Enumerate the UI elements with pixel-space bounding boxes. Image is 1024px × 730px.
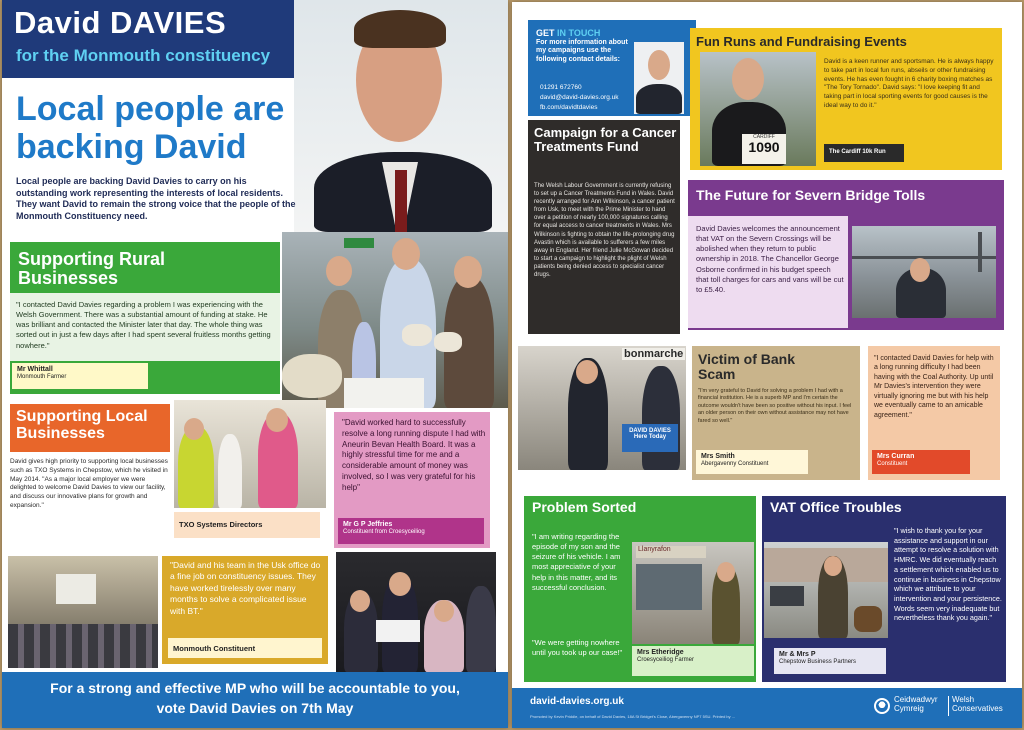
bank-attribution (696, 450, 808, 474)
bonmarche-photo (518, 346, 686, 470)
farm-woman-face (326, 256, 352, 286)
jeffries-quote: "David worked hard to successfully resolve a long running dispute I had with Aneurin Bevan Health Board. It was a highly stressful time for me and a considerable amount of money was involved, so I was very grateful for his help" (342, 418, 486, 492)
vat-photo (764, 542, 888, 638)
intro-text: Local people are backing David Davies to carry on his outstanding work representing the interests of local residents. They want David to remain the strong voice that the people of the Monmouth Constituency need. (16, 176, 296, 222)
contact-title-a: GET (536, 28, 558, 38)
constituency-line: for the Monmouth constituency (16, 46, 271, 65)
problem-name: Mrs Etheridge (637, 649, 684, 656)
rural-name: Mr Whittall (17, 366, 53, 373)
bank-man (642, 366, 680, 470)
downing-street-photo (336, 552, 496, 672)
left-leaflet-page (2, 0, 508, 728)
jeffries-role: Constituent from Croesyceiliog (343, 529, 425, 536)
bridge-david-face (910, 258, 930, 282)
candidate-name: David DAVIES (14, 5, 227, 40)
bridge-tower (978, 232, 982, 272)
farm-david-face (392, 238, 420, 270)
party-logo-welsh (894, 696, 938, 714)
contact-title-b: IN TOUCH (557, 28, 601, 38)
funruns-title: Fun Runs and Fundraising Events (696, 34, 907, 49)
vat-attribution (774, 648, 886, 674)
logo-line-d: Conservatives (952, 703, 1003, 713)
sign-line-a: DAVID DAVIES (629, 428, 671, 434)
lamb-2 (434, 332, 462, 352)
severn-title: The Future for Severn Bridge Tolls (696, 187, 926, 203)
sign-line-b: Here Today (633, 434, 667, 440)
cancer-text: The Welsh Labour Government is currently refusing to set up a Cancer Treatments Fund in Wales. David recently arranged for Ann Wilkinson, a cancer patient from Usk, to meet with the Prime Minister to hand over a petition of nearly 100,000 signatures calling for equal access to cancer treatments in Wales. Mrs Wilkinson is fighting to obtain the life-prolonging drug Avastin which is available to sufferers a few miles away in England. Her friend Julie McGowan decided to start a campaign to highlight the plight of Welsh patients being denied access to specialist cancer drugs. (534, 183, 675, 279)
contact-phone[interactable]: 01291 672760 (540, 84, 582, 91)
funruns-text: David is a keen runner and sportsman. He is always happy to take part in local fun runs, abseils or other fundraising events. He has even fought in 6 charity boxing matches as "The Tory Tornado". David says: "I love keeping fit and taking part in local sporting events for good causes is the ideal way to do it." (824, 58, 994, 109)
footer-line-2: vote David Davies on 7th May (156, 700, 354, 716)
problem-david-face (717, 562, 735, 582)
contact-headshot-suit (636, 84, 682, 114)
here-today-sign (622, 424, 678, 452)
logo-line-c: Welsh (952, 695, 975, 704)
lamb-1 (402, 324, 432, 346)
contact-headshot (634, 42, 684, 114)
downing-woman-2-face (434, 600, 454, 622)
bank-david-face (576, 360, 598, 384)
txo-woman (218, 434, 242, 508)
farm-man-face (454, 256, 482, 288)
problem-quote-2: "We were getting nowhere until you took up our case!" (532, 638, 623, 658)
contact-email[interactable]: david@david-davies.org.uk (540, 94, 619, 101)
vat-title: VAT Office Troubles (770, 499, 902, 515)
bridge-photo (852, 226, 996, 318)
audience (8, 624, 158, 668)
jeffries-name: Mr G P Jeffries (343, 521, 393, 528)
curran-attribution (872, 450, 970, 474)
downing-man (466, 586, 496, 672)
rural-attribution (12, 363, 148, 389)
headline: Local people are backing David (16, 90, 285, 167)
jeffries-attribution (338, 518, 484, 544)
txo-david-face (266, 408, 288, 432)
txo-caption: TXO Systems Directors (174, 512, 320, 538)
portrait-hair (354, 10, 446, 48)
vat-david-face (824, 556, 842, 576)
local-text: David gives high priority to supporting local businesses such as TXO Systems in Chepstow, which he visited in May 2014. "As a major local employer we were delighted to welcome David Davies to view our facility, and discuss our innovative plans for growth and expansion." (10, 458, 168, 509)
rural-role: Monmouth Farmer (17, 374, 67, 381)
sheep (282, 354, 342, 398)
farm-photo (282, 232, 508, 408)
downing-david-face (389, 572, 411, 596)
usk-quote: "David and his team in the Usk office do a fine job on constituency issues. They have worked tirelessly over many months to solve a complicated issue with BT." (170, 560, 321, 616)
bonmarche-sign: bonmarche (624, 348, 684, 360)
vat-quote: "I wish to thank you for your assistance and support in our attempt to resolve a solution with HMRC. We did eventually reach a settlement which enabled us to continue in business in Chepstow which we attribute to your intervention and your persistence. Words seem very inadequate but nevertheless thank you again." (894, 526, 1002, 623)
projector-screen (56, 574, 96, 604)
right-leaflet-page (512, 2, 1022, 728)
vat-name: Mr & Mrs P (779, 651, 816, 658)
downing-woman-1-face (350, 590, 370, 612)
portrait-photo (294, 0, 508, 232)
meeting-photo (8, 556, 158, 668)
problem-quote-1: "I am writing regarding the episode of my son and the seizure of his vehicle. I am most appreciative of your help in this matter, and its successful conclusion. (532, 532, 621, 592)
vat-role: Chepstow Business Partners (779, 659, 857, 666)
footer-line-1: For a strong and effective MP who will be accountable to you, (50, 680, 460, 696)
conservative-tree-icon (874, 698, 890, 714)
portrait-tie (395, 170, 407, 232)
shop-sign: Llanyrafon (636, 546, 706, 558)
curran-role: Constituent (877, 461, 908, 468)
petition-sign (376, 620, 420, 642)
logo-line-a: Ceidwadwyr (894, 695, 938, 704)
local-title: Supporting Local Businesses (16, 408, 148, 442)
shop-window (636, 564, 702, 610)
usk-attribution: Monmouth Constituent (168, 638, 322, 658)
bank-role: Abergavenny Constituent (701, 461, 769, 468)
display-board (344, 378, 424, 408)
race-bib-number: 1090 (748, 139, 780, 155)
contact-text: For more information about my campaigns use the following contact details: (536, 39, 628, 63)
right-footer-bar (512, 688, 1022, 728)
logo-divider (948, 696, 949, 716)
bank-title: Victim of Bank Scam (698, 351, 795, 382)
bank-name: Mrs Smith (701, 453, 735, 460)
runner-face (732, 58, 764, 100)
race-bib-label: CARDIFF (753, 134, 775, 140)
green-sign (344, 238, 374, 248)
party-logo-english (952, 696, 1003, 714)
txo-photo (174, 400, 326, 508)
bank-text: "I'm very grateful to David for solving a problem I had with a financial institution. He is a superb MP and I'm certain the outcome wouldn't have been so positive without his input. I feel an older person on their own without assistance may not have fared so well." (698, 388, 852, 424)
problem-role: Croesyceiliog Farmer (637, 657, 695, 664)
contact-title (536, 28, 600, 38)
rural-quote: "I contacted David Davies regarding a problem I was experiencing with the Welsh Government. There was a substantial amount of funding at stake. He was brilliant and contacted the Minister later that day. The whole thing was sorted out in just a few days after I had spent several fruitless months getting nowhere." (16, 300, 271, 350)
funruns-caption: The Cardiff 10k Run (824, 144, 904, 162)
contact-facebook[interactable]: fb.com/davidtdavies (540, 104, 598, 111)
runner-photo (700, 52, 816, 166)
curran-quote: "I contacted David Davies for help with a long running difficulty I had been having with the Coal Authority. Up until Mr Davies's intervention they were virtually ignoring me but with his help we eventually came to an amicable agreement." (874, 355, 994, 419)
race-bib (742, 134, 786, 164)
barrel-planter (854, 606, 882, 632)
logo-line-b: Cymreig (894, 703, 924, 713)
shop-photo (632, 542, 754, 644)
curran-name: Mrs Curran (877, 453, 915, 460)
txo-man-hiviz-face (184, 418, 204, 440)
rural-title: Supporting Rural Businesses (18, 249, 165, 288)
problem-attribution (632, 646, 754, 676)
parked-car (770, 586, 804, 606)
cancer-title: Campaign for a Cancer Treatments Fund (534, 125, 677, 154)
severn-text: David Davies welcomes the announcement that VAT on the Severn Crossings will be abolished when they return to public ownership in 2018. The Chancellor George Osborne confirmed in his budget speech that toll charges for cars and vans will be cut to £5.40. (696, 224, 844, 294)
problem-title: Problem Sorted (532, 499, 637, 515)
footer-fine-print: Promoted by Kevin Priddle, on behalf of David Davies, 18A St Bridget's Close, Abergavenny NP7 5SU. Printed by ... (530, 714, 736, 719)
footer-url[interactable]: david-davies.org.uk (530, 696, 624, 707)
contact-headshot-face (648, 50, 670, 80)
